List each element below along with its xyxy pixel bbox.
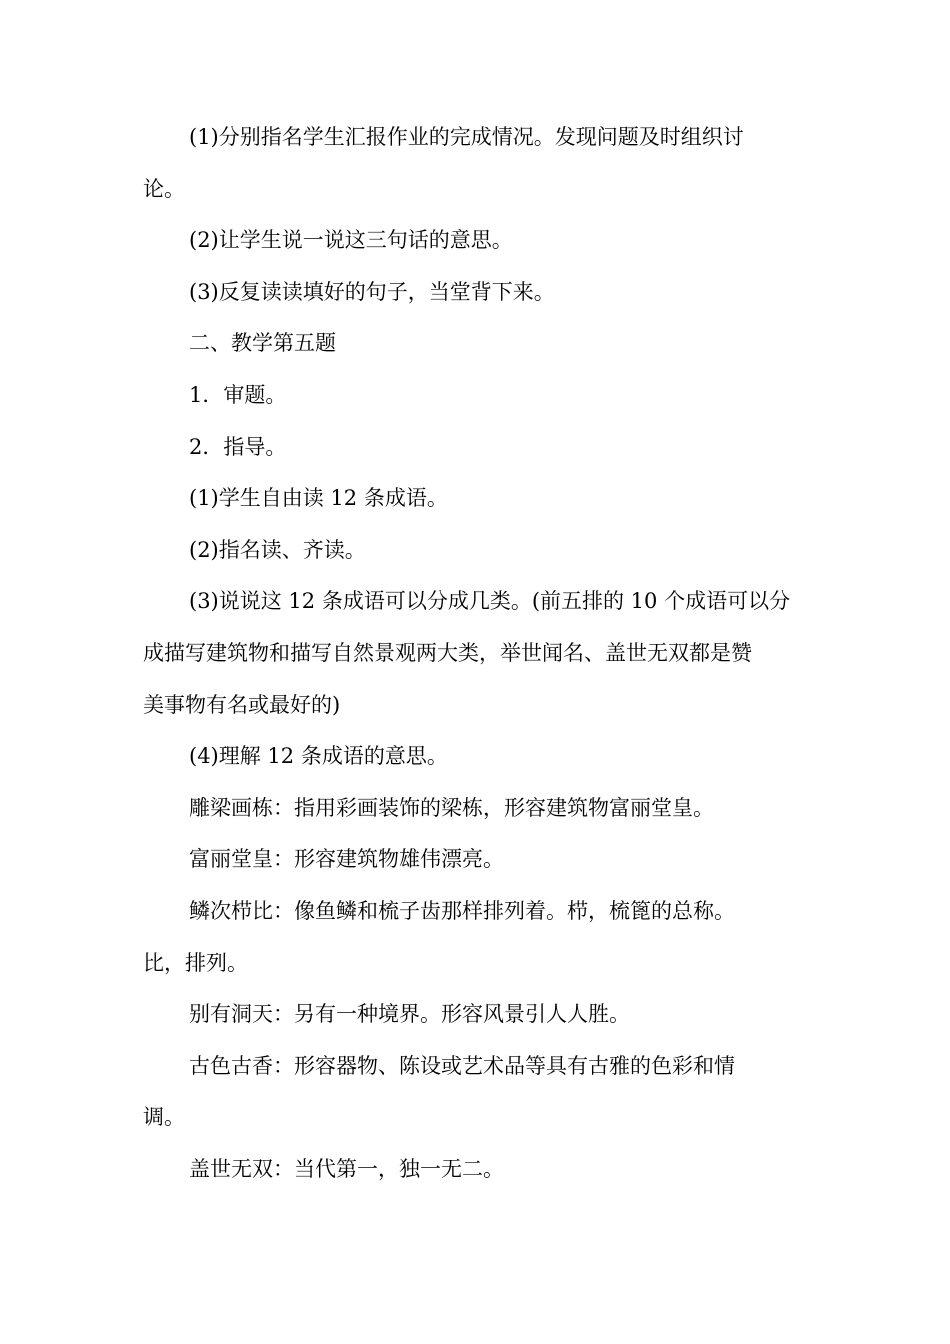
text-line: 富丽堂皇：形容建筑物雄伟漂亮。 (189, 847, 504, 872)
paragraph-explain-sentences (143, 215, 807, 267)
idiom-definition (143, 989, 807, 1041)
text-line: 美事物有名或最好的) (143, 692, 341, 717)
idiom-definition (143, 886, 807, 989)
section-heading-question-five (143, 318, 807, 370)
text-line: (2)让学生说一说这三句话的意思。 (189, 228, 513, 253)
idiom-definition (143, 834, 807, 886)
idiom-definition (143, 783, 807, 835)
text-line: 鳞次栉比：像鱼鳞和梳子齿那样排列着。栉，梳篦的总称。 (189, 898, 735, 923)
text-line: (1)学生自由读 12 条成语。 (189, 486, 448, 511)
text-line: 盖世无双：当代第一，独一无二。 (189, 1156, 504, 1181)
text-line: 二、教学第五题 (189, 331, 336, 356)
text-line: (3)反复读读填好的句子，当堂背下来。 (189, 279, 555, 304)
text-line: 2．指导。 (189, 434, 287, 459)
text-line: (3)说说这 12 条成语可以分成几类。(前五排的 10 个成语可以分 (189, 589, 791, 614)
text-line: 古色古香：形容器物、陈设或艺术品等具有古雅的色彩和情 (189, 1053, 735, 1078)
paragraph-group-reading (143, 525, 807, 577)
text-line: 雕梁画栋：指用彩画装饰的梁栋，形容建筑物富丽堂皇。 (189, 795, 714, 820)
text-line: (4)理解 12 条成语的意思。 (189, 744, 448, 769)
paragraph-free-reading (143, 473, 807, 525)
text-line: 成描写建筑物和描写自然景观两大类，举世闻名、盖世无双都是赞 (143, 640, 752, 665)
paragraph-report-homework (143, 112, 807, 215)
paragraph-guidance (143, 422, 807, 474)
document-body (143, 112, 807, 1195)
text-line: 1．审题。 (189, 382, 287, 407)
paragraph-understand-idioms (143, 731, 807, 783)
text-line: 调。 (143, 1105, 185, 1130)
paragraph-recite (143, 267, 807, 319)
text-line: 比，排列。 (143, 950, 248, 975)
idiom-definition (143, 1041, 807, 1144)
paragraph-review-question (143, 370, 807, 422)
paragraph-classify-idioms (143, 576, 807, 731)
text-line: (1)分别指名学生汇报作业的完成情况。发现问题及时组织讨 (189, 125, 744, 149)
text-line: 别有洞天：另有一种境界。形容风景引人人胜。 (189, 1002, 630, 1027)
idiom-definition (143, 1144, 807, 1196)
text-line: 论。 (143, 176, 185, 201)
text-line: (2)指名读、齐读。 (189, 537, 366, 562)
